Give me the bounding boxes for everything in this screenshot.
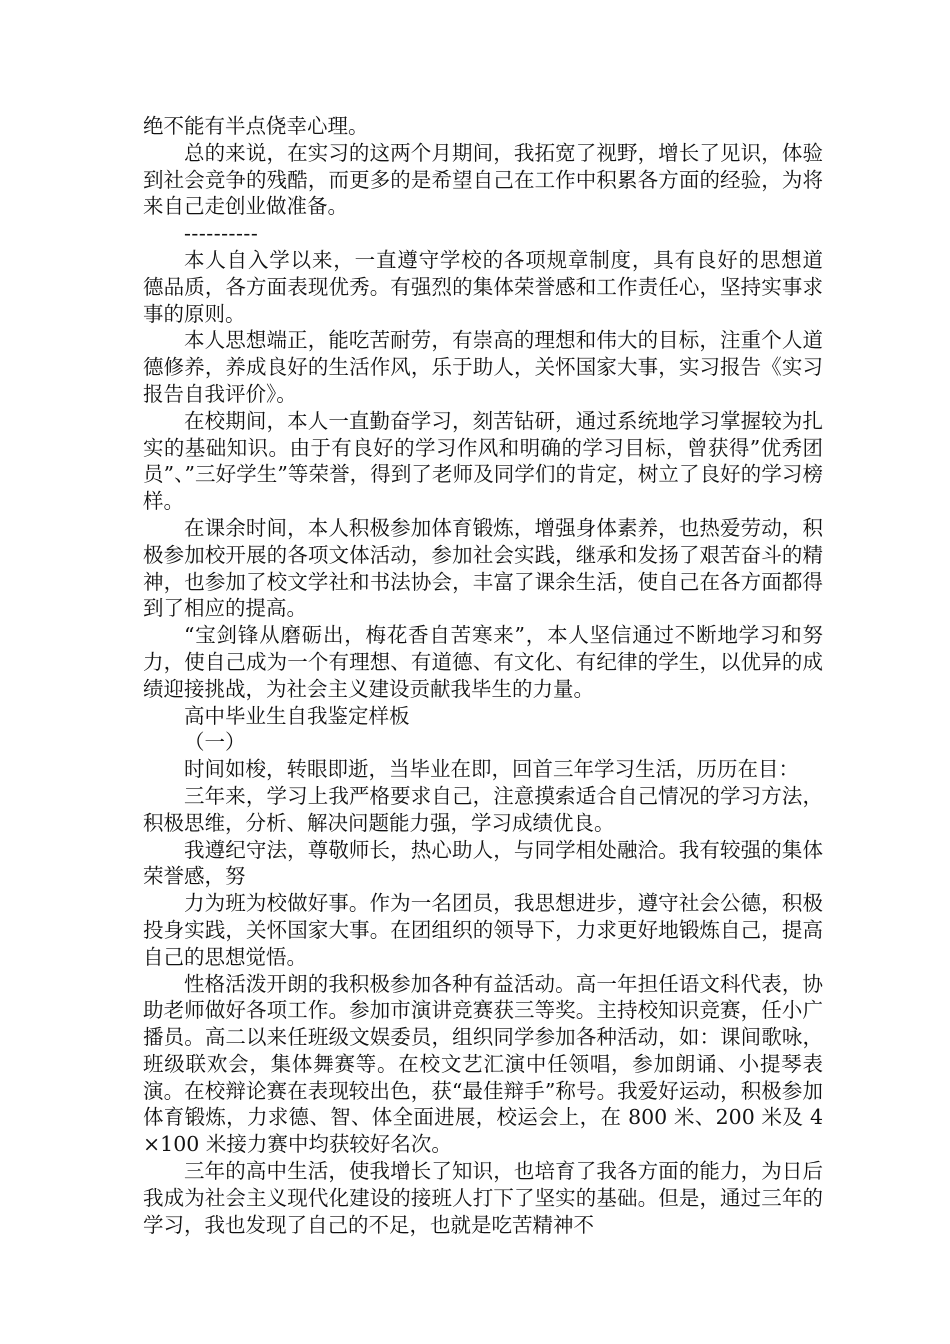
paragraph: 力为班为校做好事。作为一名团员，我思想进步，遵守社会公德，积极投身实践，关怀国家大事。在团组织的领导下，力求更好地锻炼自己，提高自己的思想觉悟。	[143, 891, 823, 969]
section-number: （一）	[184, 730, 246, 755]
paragraph: 本人思想端正，能吃苦耐劳，有崇高的理想和伟大的目标，注重个人道德修养，养成良好的生活作风，乐于助人，关怀国家大事，实习报告《实习报告自我评价》。	[143, 328, 823, 406]
paragraph: 在校期间，本人一直勤奋学习，刻苦钻研，通过系统地学习掌握较为扎实的基础知识。由于有良好的学习作风和明确的学习目标，曾获得”优秀团员”、”三好学生”等荣誉，得到了老师及同学们的肯定，树立了良好的学习榜样。	[143, 408, 823, 514]
paragraph: 我遵纪守法，尊敬师长，热心助人，与同学相处融洽。我有较强的集体荣誉感，努	[143, 837, 823, 889]
divider-text: ----------	[184, 221, 259, 246]
paragraph: 绝不能有半点侥幸心理。	[143, 114, 369, 138]
document-body	[143, 113, 844, 1238]
paragraph: 时间如梭，转眼即逝，当毕业在即，回首三年学习生活，历历在目：	[184, 757, 799, 782]
paragraph: 在课余时间，本人积极参加体育锻炼，增强身体素养，也热爱劳动，积极参加校开展的各项文体活动，参加社会实践，继承和发扬了艰苦奋斗的精神，也参加了校文学社和书法协会，丰富了课余生活，使自己在各方面都得到了相应的提高。	[143, 515, 823, 621]
paragraph: 性格活泼开朗的我积极参加各种有益活动。高一年担任语文科代表，协助老师做好各项工作。参加市演讲竞赛获三等奖。主持校知识竞赛，任小广播员。高二以来任班级文娱委员，组织同学参加各种活动，如：课间歌咏，班级联欢会，集体舞赛等。在校文艺汇演中任领唱，参加朗诵、小提琴表演。在校辩论赛在表现较出色，获“最佳辩手”称号。我爱好运动，积极参加体育锻炼，力求德、智、体全面进展，校运会上，在 800 米、200 米及 4×100 米接力赛中均获较好名次。	[143, 971, 823, 1157]
section-title: 高中毕业生自我鉴定样板	[184, 703, 410, 728]
paragraph: 三年来，学习上我严格要求自己，注意摸索适合自己情况的学习方法，积极思维，分析、解决问题能力强，学习成绩优良。	[143, 783, 823, 835]
paragraph: “宝剑锋从磨砺出，梅花香自苦寒来”，本人坚信通过不断地学习和努力，使自己成为一个有理想、有道德、有文化、有纪律的学生，以优异的成绩迎接挑战，为社会主义建设贡献我毕生的力量。	[143, 623, 823, 701]
paragraph: 总的来说，在实习的这两个月期间，我拓宽了视野，增长了见识，体验到社会竞争的残酷，而更多的是希望自己在工作中积累各方面的经验，为将来自己走创业做准备。	[143, 140, 823, 219]
paragraph: 本人自入学以来，一直遵守学校的各项规章制度，具有良好的思想道 德品质，各方面表现优秀。有强烈的集体荣誉感和工作责任心，坚持实事求事的原则。	[143, 247, 844, 326]
paragraph: 三年的高中生活，使我增长了知识，也培育了我各方面的能力，为日后我成为社会主义现代化建设的接班人打下了坚实的基础。但是，通过三年的学习，我也发现了自己的不足，也就是吃苦精神不	[143, 1159, 823, 1237]
